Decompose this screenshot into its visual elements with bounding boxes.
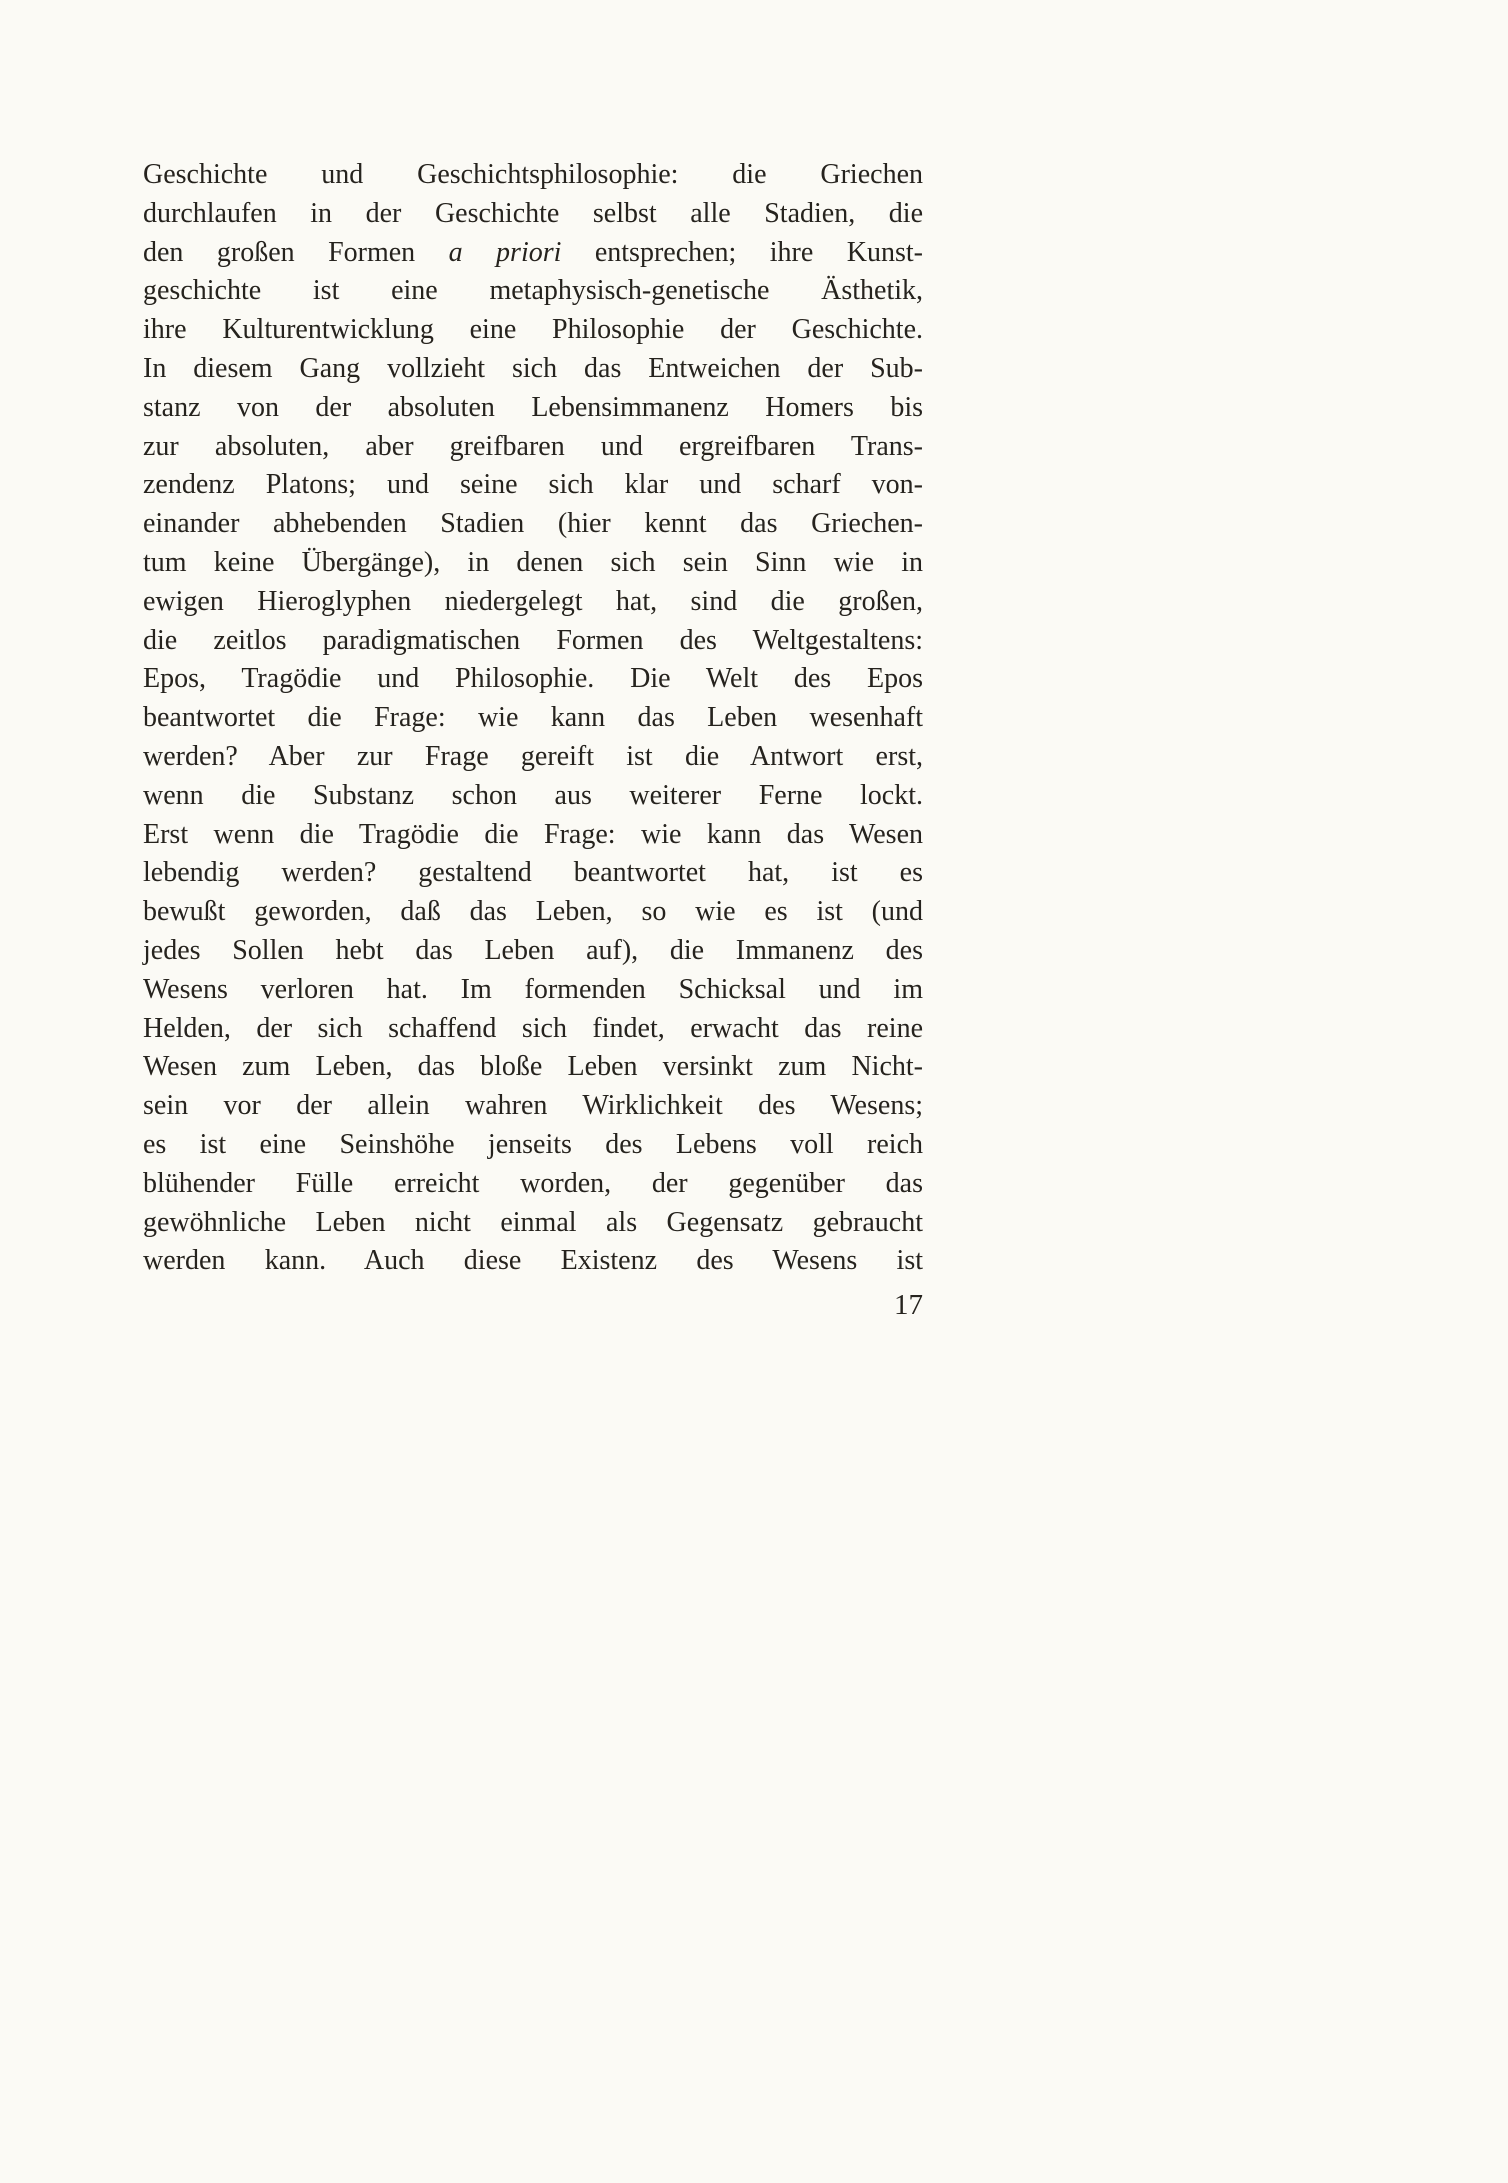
text-segment: wenn die Substanz schon aus weiterer Ferne lockt. bbox=[143, 779, 923, 811]
text-line bbox=[143, 893, 923, 932]
text-line bbox=[143, 699, 923, 738]
text-line bbox=[143, 1242, 923, 1281]
text-line bbox=[143, 1204, 923, 1243]
text-segment: entsprechen; ihre Kunst- bbox=[561, 236, 923, 268]
page-number: 17 bbox=[894, 1289, 923, 1321]
text-line bbox=[143, 932, 923, 971]
text-segment: ewigen Hieroglyphen niedergelegt hat, sind die großen, bbox=[143, 585, 923, 617]
text-segment: beantwortet die Frage: wie kann das Leben wesenhaft bbox=[143, 702, 923, 734]
text-segment: stanz von der absoluten Lebensimmanenz Homers bis bbox=[143, 391, 923, 423]
text-segment: einander abhebenden Stadien (hier kennt das Griechen- bbox=[143, 508, 923, 540]
text-segment: Geschichte und Geschichtsphilosophie: die Griechen bbox=[143, 159, 923, 190]
text-line bbox=[143, 816, 923, 855]
text-segment: den großen Formen bbox=[143, 236, 449, 268]
text-segment: Wesens verloren hat. Im formenden Schicksal und im bbox=[143, 973, 923, 1005]
text-line bbox=[143, 1010, 923, 1049]
text-line bbox=[143, 466, 923, 505]
text-line bbox=[143, 505, 923, 544]
text-segment: sein vor der allein wahren Wirklichkeit des Wesens; bbox=[143, 1090, 923, 1122]
text-line bbox=[143, 1048, 923, 1087]
text-segment: blühender Fülle erreicht worden, der gegenüber das bbox=[143, 1167, 923, 1199]
text-segment: jedes Sollen hebt das Leben auf), die Immanenz des bbox=[143, 934, 923, 966]
text-segment: gewöhnliche Leben nicht einmal als Gegensatz gebraucht bbox=[143, 1206, 923, 1238]
text-segment: zendenz Platons; und seine sich klar und scharf von- bbox=[143, 469, 923, 501]
text-line bbox=[143, 854, 923, 893]
italic-text: a priori bbox=[448, 236, 562, 268]
text-block bbox=[143, 156, 923, 1281]
text-line bbox=[143, 971, 923, 1010]
text-line bbox=[143, 1165, 923, 1204]
text-line bbox=[143, 544, 923, 583]
text-segment: es ist eine Seinshöhe jenseits des Lebens voll reich bbox=[143, 1128, 923, 1160]
text-segment: In diesem Gang vollzieht sich das Entweichen der Sub- bbox=[143, 352, 923, 384]
text-segment: tum keine Übergänge), in denen sich sein Sinn wie in bbox=[143, 546, 923, 578]
text-segment: Wesen zum Leben, das bloße Leben versinkt zum Nicht- bbox=[143, 1051, 923, 1083]
text-line bbox=[143, 311, 923, 350]
text-line bbox=[143, 622, 923, 661]
text-line bbox=[143, 272, 923, 311]
text-line bbox=[143, 1087, 923, 1126]
text-segment: lebendig werden? gestaltend beantwortet hat, ist es bbox=[143, 857, 923, 889]
text-line bbox=[143, 1126, 923, 1165]
text-segment: Helden, der sich schaffend sich findet, erwacht das reine bbox=[143, 1012, 923, 1044]
text-segment: zur absoluten, aber greifbaren und ergreifbaren Trans- bbox=[143, 430, 923, 462]
text-line bbox=[143, 234, 923, 273]
text-line bbox=[143, 195, 923, 234]
text-line bbox=[143, 660, 923, 699]
text-line bbox=[143, 777, 923, 816]
text-segment: ihre Kulturentwicklung eine Philosophie der Geschichte. bbox=[143, 314, 923, 346]
text-segment: Epos, Tragödie und Philosophie. Die Welt des Epos bbox=[143, 663, 923, 695]
text-line bbox=[143, 428, 923, 467]
text-line bbox=[143, 738, 923, 777]
text-segment: Erst wenn die Tragödie die Frage: wie kann das Wesen bbox=[143, 818, 923, 850]
text-line bbox=[143, 583, 923, 622]
text-segment: werden? Aber zur Frage gereift ist die Antwort erst, bbox=[143, 740, 923, 772]
text-line bbox=[143, 389, 923, 428]
text-line bbox=[143, 156, 923, 195]
text-segment: die zeitlos paradigmatischen Formen des Weltgestaltens: bbox=[143, 624, 923, 656]
text-segment: werden kann. Auch diese Existenz des Wesens ist bbox=[143, 1245, 923, 1277]
text-line bbox=[143, 350, 923, 389]
text-segment: geschichte ist eine metaphysisch-genetische Ästhetik, bbox=[143, 275, 923, 307]
text-segment: bewußt geworden, daß das Leben, so wie es ist (und bbox=[143, 896, 923, 928]
text-segment: durchlaufen in der Geschichte selbst alle Stadien, die bbox=[143, 197, 923, 229]
